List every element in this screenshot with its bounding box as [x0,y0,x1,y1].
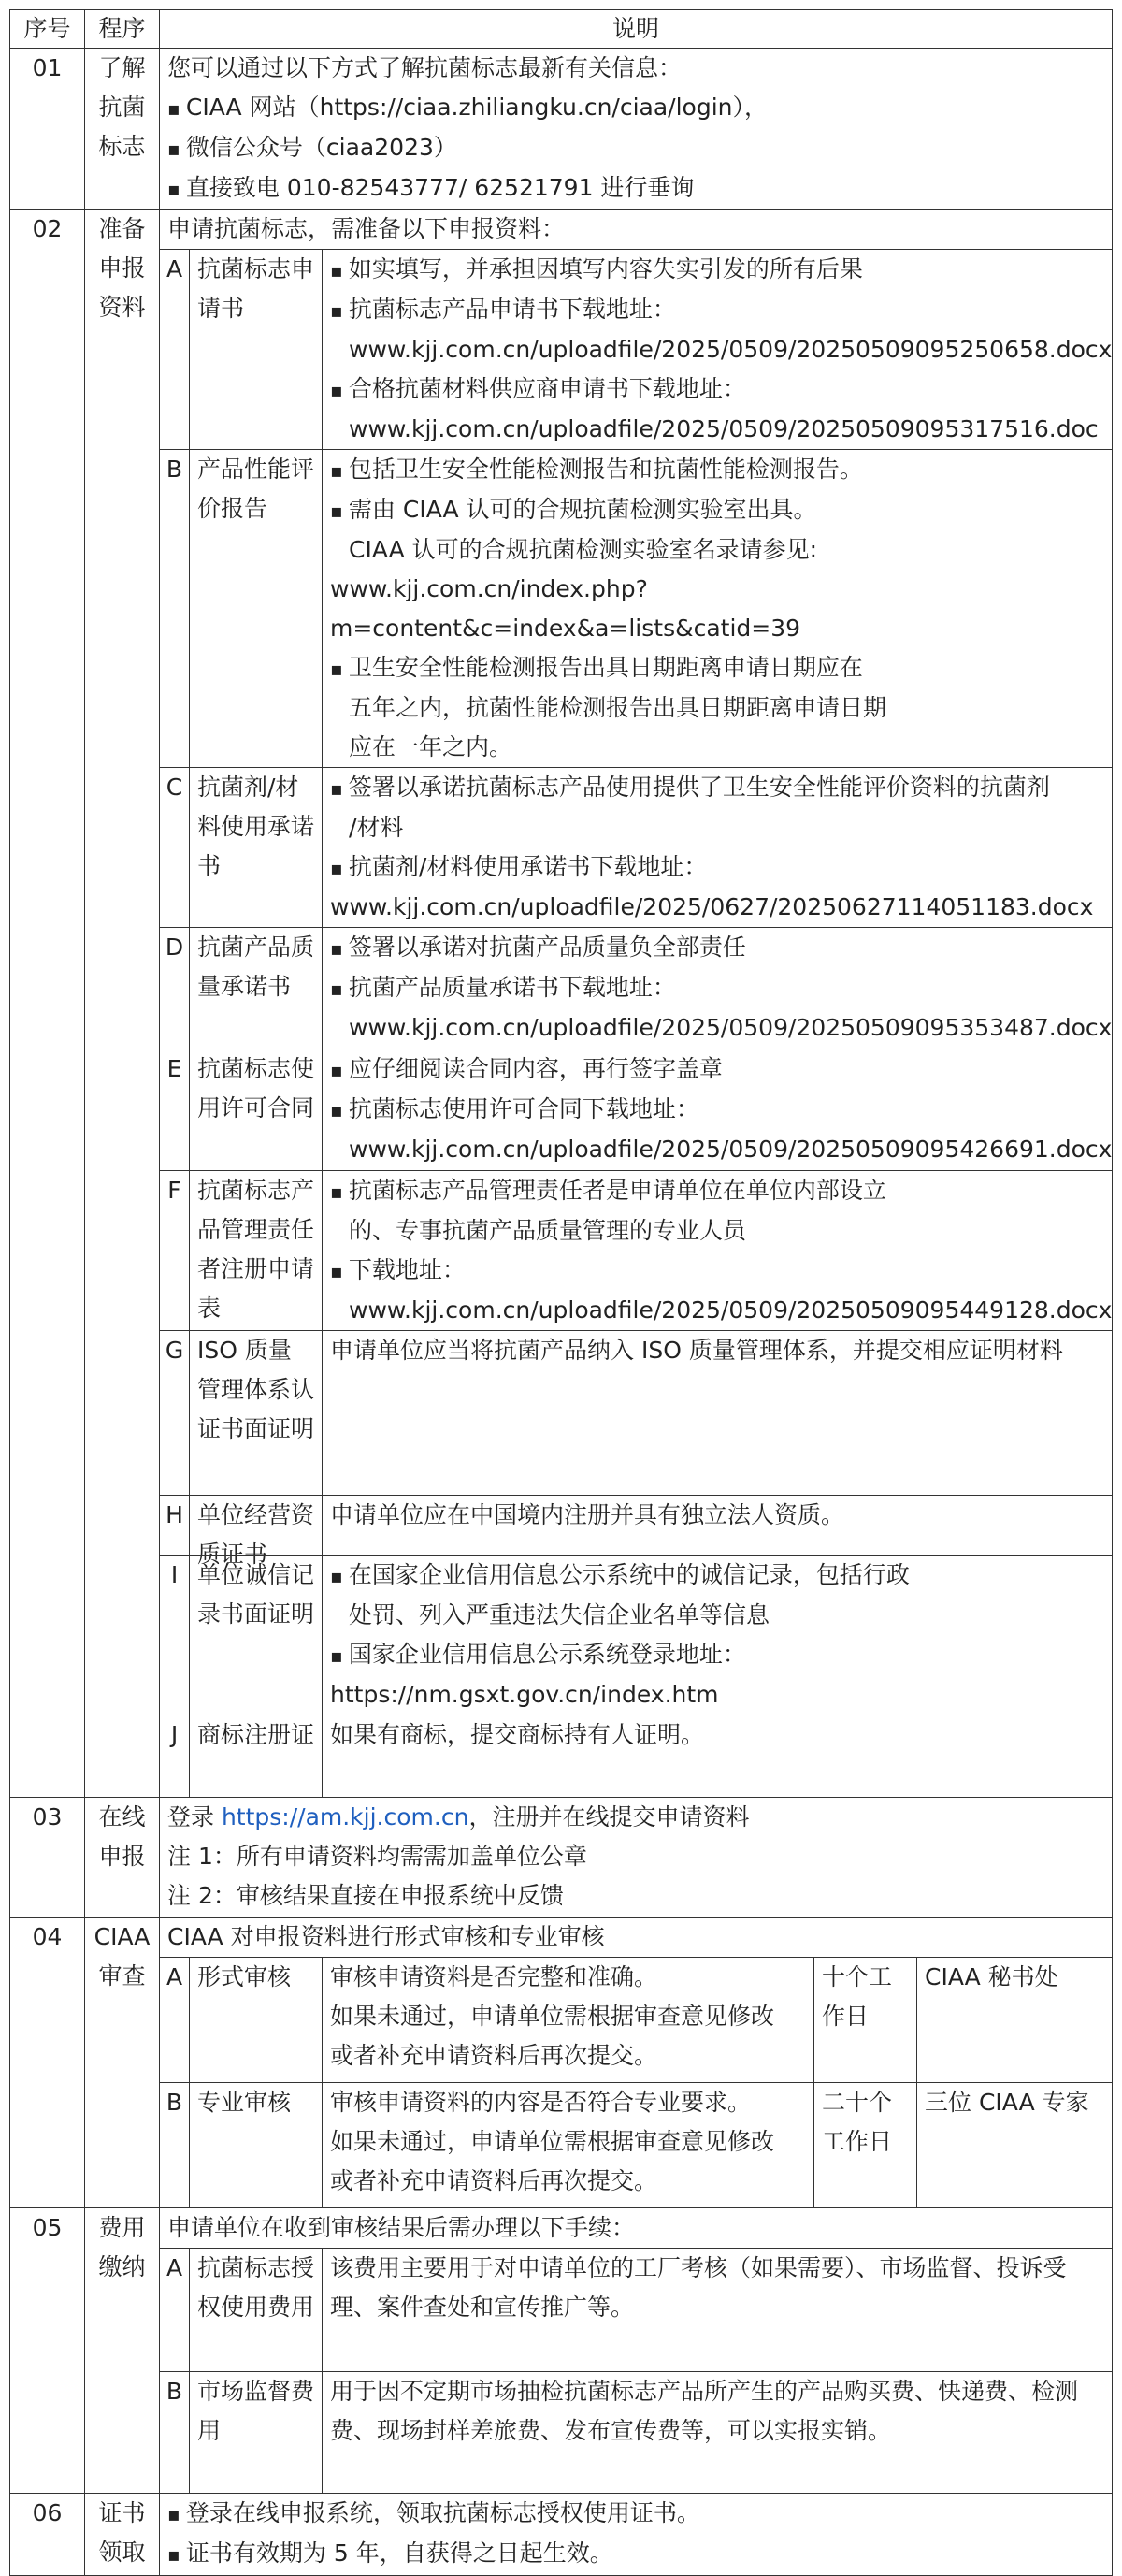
sub-row [10,1715,1113,1798]
sub-item-name: 抗菌标志产品管理责任者注册申请表 [190,1171,323,1331]
row-number: 02 [10,210,85,1576]
sub-item-details: ▪ 如实填写，并承担因填写内容失实引发的所有后果 ▪ 抗菌标志产品申请书下载地址： www.kjj.com.cn/uploadfile/2025/0509/20250509095250658.docx ▪ 合格抗菌材料供应商申请书下载地址： www.kjj.com.cn/uploadfile/2025/0509/20250509095317516.doc [323,250,1113,450]
sub-item-name: 产品性能评价报告 [190,450,323,768]
reviewer: 三位 CIAA 专家 [917,2083,1113,2208]
sub-row [10,928,1113,1049]
row-number: 01 [10,49,85,210]
sub-item-name: 单位诚信记录书面证明 [190,1556,323,1715]
reviewer: CIAA 秘书处 [917,1958,1113,2083]
header-desc: 说明 [160,10,1113,49]
review-duration: 二十个工作日 [814,2083,917,2208]
step-name-continued [85,1556,160,1798]
sub-item-name: 抗菌标志使用许可合同 [190,1049,323,1171]
sub-item-details: ▪ 签署以承诺对抗菌产品质量负全部责任 ▪ 抗菌产品质量承诺书下载地址： www.kjj.com.cn/uploadfile/2025/0509/20250509095353487.docx [323,928,1113,1049]
apply-site-link[interactable]: https://am.kjj.com.cn [221,1803,469,1831]
sub-row [10,450,1113,768]
sub-item-details: ▪ 签署以承诺抗菌标志产品使用提供了卫生安全性能评价资料的抗菌剂 /材料 ▪ 抗菌剂/材料使用承诺书下载地址： www.kjj.com.cn/uploadfile/2025/0627/20250627114051183.docx [323,768,1113,928]
sub-letter: A [160,2249,190,2372]
sub-item-name: 市场监督费用 [190,2372,323,2494]
sub-letter: A [160,250,190,450]
sub-item-details: ▪ 抗菌标志产品管理责任者是申请单位在单位内部设立 的、专事抗菌产品质量管理的专业人员 ▪ 下载地址： www.kjj.com.cn/uploadfile/2025/0509/20250509095449128.docx [323,1171,1113,1331]
step-intro: CIAA 对申报资料进行形式审核和专业审核 [160,1918,1113,1958]
sub-item-details: ▪ 应仔细阅读合同内容，再行签字盖章 ▪ 抗菌标志使用许可合同下载地址： www.kjj.com.cn/uploadfile/2025/0509/20250509095426691.docx [323,1049,1113,1171]
sub-item-name: 专业审核 [190,2083,323,2208]
table-row [10,49,1113,210]
table-row [10,210,1113,250]
procedure-table-part2 [9,1555,1113,2576]
sub-letter: F [160,1171,190,1331]
sub-item-name: 抗菌产品质量承诺书 [190,928,323,1049]
sub-item-name: 商标注册证 [190,1715,323,1798]
sub-row [10,1556,1113,1715]
sub-row [10,768,1113,928]
sub-item-details: 用于因不定期市场抽检抗菌标志产品所产生的产品购买费、快递费、检测费、现场封样差旅费、发布宣传费等，可以实报实销。 [323,2372,1113,2494]
procedure-table-part1 [9,9,1113,1576]
table-row [10,1918,1113,1958]
sub-letter: B [160,2083,190,2208]
sub-item-details: ▪ 在国家企业信用信息公示系统中的诚信记录，包括行政 处罚、列入严重违法失信企业名单等信息 ▪ 国家企业信用信息公示系统登录地址： https://nm.gsxt.gov.cn/index.htm [323,1556,1113,1715]
sub-item-details: 如果有商标，提交商标持有人证明。 [323,1715,1113,1798]
sub-item-details: 申请单位应在中国境内注册并具有独立法人资质。 [323,1496,1113,1576]
table-header-row [10,10,1113,49]
sub-row [10,2372,1113,2494]
sub-item-name: 抗菌标志申请书 [190,250,323,450]
table-row [10,1798,1113,1918]
sub-letter: E [160,1049,190,1171]
sub-letter: G [160,1331,190,1496]
review-duration: 十个工作日 [814,1958,917,2083]
step-name: CIAA 审查 [85,1918,160,2208]
sub-letter: I [160,1556,190,1715]
sub-item-details: 申请单位应当将抗菌产品纳入 ISO 质量管理体系，并提交相应证明材料 [323,1331,1113,1496]
sub-row [10,2249,1113,2372]
table-row [10,2208,1113,2249]
row-number-continued [10,1556,85,1798]
step-intro: 申请单位在收到审核结果后需办理以下手续： [160,2208,1113,2249]
step-intro: 申请抗菌标志，需准备以下申报资料： [160,210,1113,250]
sub-item-name: 抗菌剂/材料使用承诺书 [190,768,323,928]
row-number: 04 [10,1918,85,2208]
sub-item-details: 该费用主要用于对申请单位的工厂考核（如果需要）、市场监督、投诉受理、案件查处和宣传推广等。 [323,2249,1113,2372]
sub-row [10,250,1113,450]
row-number: 05 [10,2208,85,2494]
table-row [10,2494,1113,2576]
row-number: 06 [10,2494,85,2576]
sub-row [10,1958,1113,2083]
sub-item-name: 单位经营资质证书 [190,1496,323,1576]
header-proc: 程序 [85,10,160,49]
sub-item-name: 抗菌标志授权使用费用 [190,2249,323,2372]
sub-item-details: 审核申请资料是否完整和准确。 如果未通过，申请单位需根据审查意见修改 或者补充申请资料后再次提交。 [323,1958,814,2083]
step-name: 费用缴纳 [85,2208,160,2494]
step-description: 登录 https://am.kjj.com.cn，注册并在线提交申请资料 注 1：所有申请资料均需需加盖单位公章 注 2：审核结果直接在申报系统中反馈 [160,1798,1113,1918]
step-description: ▪ 登录在线申报系统，领取抗菌标志授权使用证书。 ▪ 证书有效期为 5 年，自获得之日起生效。 [160,2494,1113,2576]
sub-item-name: ISO 质量管理体系认证书面证明 [190,1331,323,1496]
sub-letter: B [160,450,190,768]
step-description: 您可以通过以下方式了解抗菌标志最新有关信息： ▪ CIAA 网站（https://ciaa.zhiliangku.cn/ciaa/login）， ▪ 微信公众号（ciaa2023） ▪ 直接致电 010-82543777/ 62521791 进行垂询 [160,49,1113,210]
sub-item-name: 形式审核 [190,1958,323,2083]
sub-row [10,2083,1113,2208]
sub-item-details: ▪ 包括卫生安全性能检测报告和抗菌性能检测报告。 ▪ 需由 CIAA 认可的合规抗菌检测实验室出具。 CIAA 认可的合规抗菌检测实验室名录请参见: www.kjj.com.cn/index.php?m=content&c=index&a=lists&catid=39 ▪ 卫生安全性能检测报告出具日期距离申请日期应在 五年之内，抗菌性能检测报告出具日期距离申请日期 应在一年之内。 [323,450,1113,768]
header-seq: 序号 [10,10,85,49]
sub-item-details: 审核申请资料的内容是否符合专业要求。 如果未通过，申请单位需根据审查意见修改 或者补充申请资料后再次提交。 [323,2083,814,2208]
step-name: 证书领取 [85,2494,160,2576]
step-name: 在线申报 [85,1798,160,1918]
sub-letter: C [160,768,190,928]
sub-letter: A [160,1958,190,2083]
sub-letter: J [160,1715,190,1798]
sub-row [10,1331,1113,1496]
sub-letter: D [160,928,190,1049]
sub-row [10,1171,1113,1331]
sub-letter: B [160,2372,190,2494]
sub-row [10,1049,1113,1171]
row-number: 03 [10,1798,85,1918]
step-name: 准备申报资料 [85,210,160,1576]
step-name: 了解抗菌标志 [85,49,160,210]
sub-letter: H [160,1496,190,1576]
